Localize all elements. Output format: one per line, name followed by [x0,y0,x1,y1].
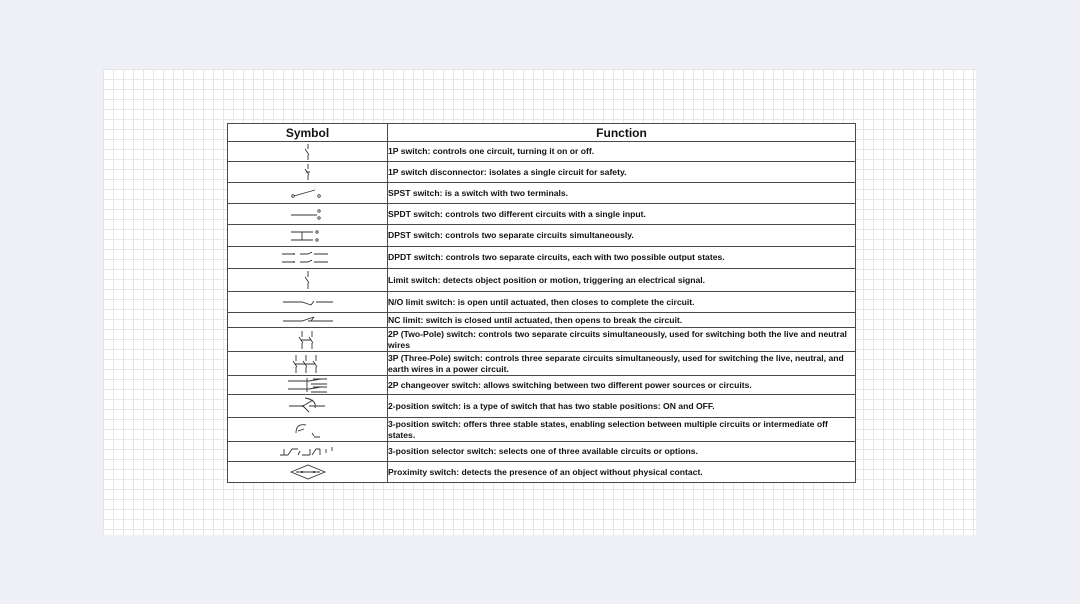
table-row [228,142,856,162]
2p-changeover-switch-icon [283,377,333,394]
table-row [228,442,856,462]
table-row [228,376,856,395]
3p-switch-icon [286,353,330,375]
drawing-canvas[interactable] [103,69,976,535]
symbol-cell [228,269,388,292]
symbol-cell [228,352,388,376]
symbol-cell [228,462,388,483]
table-row [228,204,856,225]
symbol-cell [228,292,388,313]
symbol-cell [228,442,388,462]
symbol-cell [228,376,388,395]
1p-switch-icon [288,143,328,161]
function-cell: N/O limit switch: is open until actuated, then closes to complete the circuit. [388,292,856,313]
table-header-row [228,124,856,142]
symbol-cell [228,418,388,442]
table-row [228,183,856,204]
spst-switch-icon [283,185,333,201]
symbol-cell [228,313,388,328]
function-cell: 3-position selector switch: selects one of three available circuits or options. [388,442,856,462]
symbol-cell [228,142,388,162]
function-cell: Limit switch: detects object position or motion, triggering an electrical signal. [388,269,856,292]
table-row [228,395,856,418]
table-row [228,418,856,442]
table-row [228,269,856,292]
function-cell: 3P (Three-Pole) switch: controls three separate circuits simultaneously, used for switching the live, neutral, and earth wires in a power circuit. [388,352,856,376]
symbol-cell [228,328,388,352]
1p-switch-disconnector-icon [288,163,328,181]
2p-switch-icon [288,329,328,351]
function-cell: SPST switch: is a switch with two terminals. [388,183,856,204]
header-symbol: Symbol [228,124,388,142]
table-row [228,328,856,352]
symbol-cell [228,162,388,183]
table-row [228,292,856,313]
function-cell: 2P changeover switch: allows switching between two different power sources or circuits. [388,376,856,395]
header-function: Function [388,124,856,142]
symbol-cell [228,183,388,204]
symbol-cell [228,395,388,418]
function-cell: DPST switch: controls two separate circuits simultaneously. [388,225,856,247]
table-row [228,162,856,183]
3-position-switch-icon [286,419,330,441]
function-cell: 2-position switch: is a type of switch that has two stable positions: ON and OFF. [388,395,856,418]
table-row [228,352,856,376]
no-limit-switch-icon [278,294,338,310]
dpst-switch-icon [283,227,333,245]
function-cell: DPDT switch: controls two separate circuits, each with two possible output states. [388,247,856,269]
symbol-cell [228,225,388,247]
2-position-switch-icon [283,396,333,416]
function-cell: 1P switch disconnector: isolates a single circuit for safety. [388,162,856,183]
spdt-switch-icon [283,206,333,222]
switch-symbols-table [227,123,856,483]
function-cell: 3-position switch: offers three stable states, enabling selection between multiple circuits or intermediate off states. [388,418,856,442]
function-cell: NC limit: switch is closed until actuated, then opens to break the circuit. [388,313,856,328]
proximity-switch-icon [283,463,333,481]
table-row [228,313,856,328]
table-row [228,247,856,269]
function-cell: 2P (Two-Pole) switch: controls two separate circuits simultaneously, used for switching both the live and neutral wires [388,328,856,352]
symbol-cell [228,204,388,225]
symbol-cell [228,247,388,269]
function-cell: SPDT switch: controls two different circuits with a single input. [388,204,856,225]
table-row [228,225,856,247]
function-cell: Proximity switch: detects the presence of an object without physical contact. [388,462,856,483]
function-cell: 1P switch: controls one circuit, turning it on or off. [388,142,856,162]
dpdt-switch-icon [278,249,338,267]
limit-switch-icon [288,270,328,290]
3-position-selector-switch-icon [276,443,340,461]
nc-limit-switch-icon [278,314,338,326]
table-row [228,462,856,483]
